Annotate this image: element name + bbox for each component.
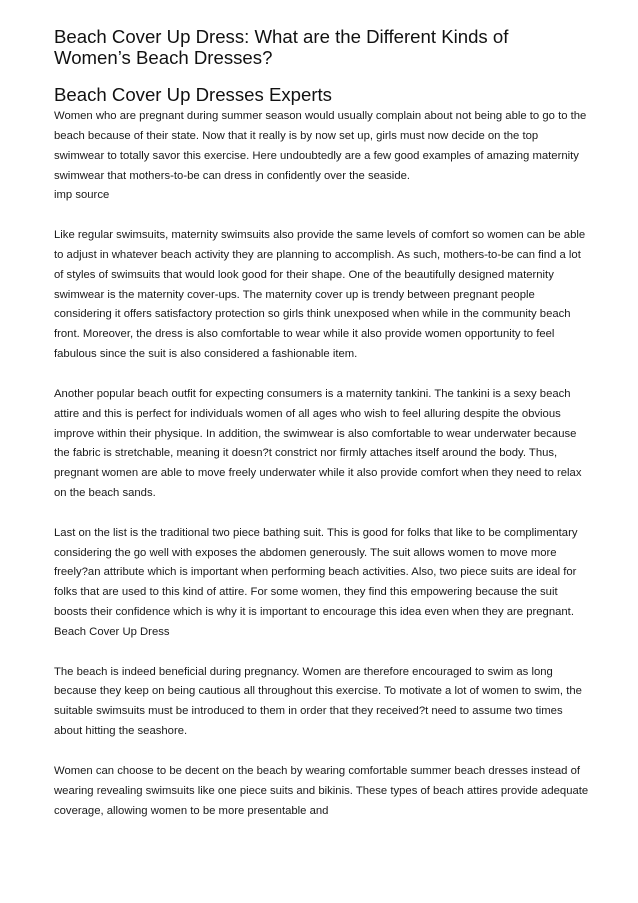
paragraph-gap xyxy=(54,742,590,762)
beach-cover-up-dress-link[interactable]: Beach Cover Up Dress xyxy=(54,625,170,638)
title-line-1: Beach Cover Up Dress: What are the Different Kinds of xyxy=(54,26,509,47)
paragraph-6: Women can choose to be decent on the beach by wearing comfortable summer beach dresses instead of wearing revealing swimsuits like one piece suits and bikinis. These types of beach attires provide adequate coverage, allowing women to be more presentable and xyxy=(54,764,589,817)
paragraph-4: Last on the list is the traditional two piece bathing suit. This is good for folks that like to be complimentary considering the go well with exposes the abdomen generously. The suit allows women to move more freely?an attribute which is important when performing beach activities. Also, two piece suits are ideal for folks that are used to this kind of attire. For some women, they find this empowering because the suit boosts their confidence which is why it is important to encourage this idea even when they are pregnant. xyxy=(54,526,578,619)
paragraph-gap xyxy=(54,504,590,524)
paragraph-intro-block xyxy=(54,107,590,206)
paragraph-5: The beach is indeed beneficial during pregnancy. Women are therefore encouraged to swim as long because they keep on being cautious all throughout this exercise. To motivate a lot of women to swim, the suitable swimsuits must be introduced to them in order that they received?t need to assume two times about hitting the seashore. xyxy=(54,665,582,738)
paragraph-2: Like regular swimsuits, maternity swimsuits also provide the same levels of comfort so women can be able to adjust in whatever beach activity they are planning to accomplish. As such, mothers-to-be can find a lot of styles of swimsuits that would look good for their shape. One of the beautifully designed maternity swimwear is the maternity cover-ups. The maternity cover up is trendy between pregnant people considering it offers satisfactory protection so girls think unexposed when while in the community beach front. Moreover, the dress is also comfortable to wear while it also provide women opportunity to feel fabulous since the suit is also considered a fashionable item. xyxy=(54,229,586,361)
document-subtitle: Beach Cover Up Dresses Experts xyxy=(54,84,332,105)
paragraph-4-block xyxy=(54,524,590,643)
paragraph-gap xyxy=(54,206,590,226)
document-title xyxy=(54,26,590,68)
paragraph-gap xyxy=(54,643,590,663)
title-line-2: Women’s Beach Dresses? xyxy=(54,47,273,68)
document-page xyxy=(54,26,590,821)
paragraph-1: Women who are pregnant during summer season would usually complain about not being able to go to the beach because of their state. Now that it really is by now set up, girls must now decide on the top swimwear to totally savor this exercise. Here undoubtedly are a few good examples of amazing maternity swimwear that mothers-to-be can dress in confidently over the seaside. xyxy=(54,110,587,182)
paragraph-3: Another popular beach outfit for expecting consumers is a maternity tankini. The tankini is a sexy beach attire and this is perfect for individuals women of all ages who wish to feel alluring despite the obvious improve within their physique. In addition, the swimwear is also comfortable to wear underwater because the fabric is stretchable, meaning it doesn?t constrict nor firmly attaches itself around the body. Thus, pregnant women are able to move freely underwater while it also provide comfort when they need to relax on the beach sands. xyxy=(54,387,582,500)
paragraph-gap xyxy=(54,365,590,385)
imp-source-link[interactable]: imp source xyxy=(54,189,110,202)
